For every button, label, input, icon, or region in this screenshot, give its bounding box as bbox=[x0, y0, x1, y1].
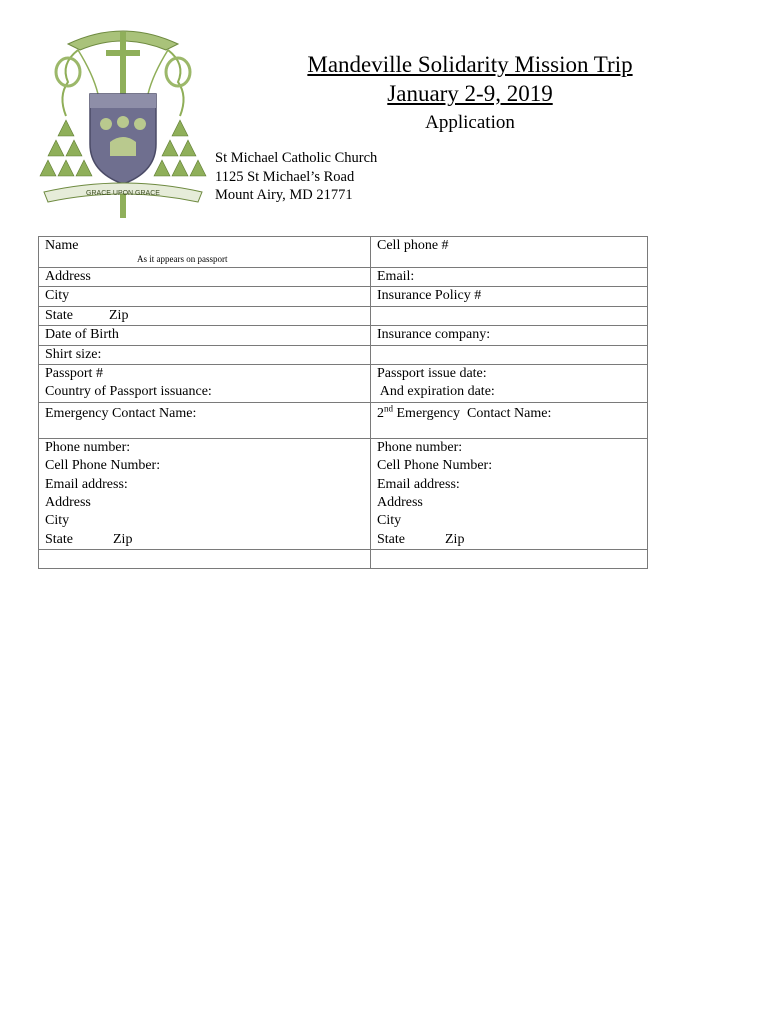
second-emergency-contact-details[interactable]: Phone number: Cell Phone Number: Email address: Address City State Zip bbox=[371, 438, 648, 549]
passport-dates-field[interactable]: Passport issue date: And expiration date: bbox=[371, 365, 648, 403]
form-row-state bbox=[39, 306, 648, 325]
address-field[interactable]: Address bbox=[39, 268, 371, 287]
date-of-birth-field[interactable]: Date of Birth bbox=[39, 326, 371, 345]
emergency-contact-details[interactable]: Phone number: Cell Phone Number: Email address: Address City State Zip bbox=[39, 438, 371, 549]
passport-field[interactable]: Passport # Country of Passport issuance: bbox=[39, 365, 371, 403]
trip-title: Mandeville Solidarity Mission Trip bbox=[307, 52, 633, 77]
application-form-table bbox=[38, 236, 648, 569]
form-row-passport bbox=[39, 365, 648, 403]
trip-dates: January 2-9, 2019 bbox=[387, 81, 553, 106]
emergency-contact-field[interactable]: Emergency Contact Name: bbox=[39, 402, 371, 438]
insurance-company-field[interactable]: Insurance company: bbox=[371, 326, 648, 345]
name-field[interactable]: Name As it appears on passport bbox=[39, 237, 371, 268]
empty-cell bbox=[371, 345, 648, 364]
form-row-name bbox=[39, 237, 648, 268]
city-field[interactable]: City bbox=[39, 287, 371, 306]
state-zip-field[interactable]: State Zip bbox=[39, 306, 371, 325]
form-row-blank bbox=[39, 550, 648, 569]
second-emergency-contact-field[interactable]: 2nd Emergency Contact Name: bbox=[371, 402, 648, 438]
empty-cell bbox=[39, 550, 371, 569]
empty-cell bbox=[371, 306, 648, 325]
email-field[interactable]: Email: bbox=[371, 268, 648, 287]
form-row-emergency bbox=[39, 402, 648, 438]
svg-text:GRACE UPON GRACE: GRACE UPON GRACE bbox=[86, 190, 160, 197]
form-row-city bbox=[39, 287, 648, 306]
church-city: Mount Airy, MD 21771 bbox=[215, 187, 353, 203]
insurance-policy-field[interactable]: Insurance Policy # bbox=[371, 287, 648, 306]
form-row-address bbox=[39, 268, 648, 287]
shirt-size-field[interactable]: Shirt size: bbox=[39, 345, 371, 364]
application-subtitle: Application bbox=[425, 112, 515, 133]
empty-cell bbox=[371, 550, 648, 569]
coat-of-arms-logo bbox=[38, 24, 208, 220]
church-street: 1125 St Michael’s Road bbox=[215, 168, 355, 185]
church-name: St Michael Catholic Church bbox=[215, 150, 378, 166]
form-row-shirt bbox=[39, 345, 648, 364]
form-row-contact-details bbox=[39, 438, 648, 549]
title-block bbox=[240, 50, 700, 136]
name-note: As it appears on passport bbox=[137, 254, 228, 265]
form-row-dob bbox=[39, 326, 648, 345]
cell-phone-field[interactable]: Cell phone # bbox=[371, 237, 648, 268]
church-address bbox=[215, 149, 377, 205]
